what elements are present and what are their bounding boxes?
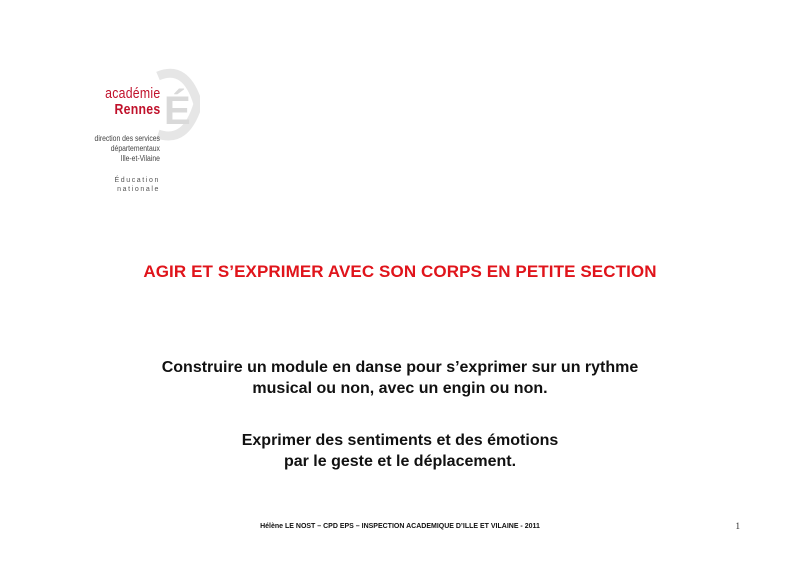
paragraph-line: Construire un module en danse pour s’exprimer sur un rythme bbox=[161, 359, 639, 376]
education-nationale bbox=[114, 176, 160, 194]
page-title: AGIR ET S’EXPRIMER AVEC SON CORPS EN PETITE SECTION bbox=[143, 262, 657, 281]
paragraph-emotions bbox=[60, 430, 740, 472]
paragraph-line: par le geste et le déplacement. bbox=[283, 453, 517, 470]
direction-services bbox=[95, 134, 160, 164]
svg-text:É: É bbox=[164, 89, 191, 133]
rennes-label: Rennes bbox=[114, 101, 160, 118]
academie-label: académie bbox=[104, 85, 160, 102]
dept-line-2: départementaux bbox=[110, 144, 160, 153]
paragraph-line: musical ou non, avec un engin ou non. bbox=[252, 380, 548, 397]
footer-credit: Hélène LE NOST – CPD EPS – INSPECTION ACADEMIQUE D’ILLE ET VILAINE - 2011 bbox=[260, 523, 540, 530]
edu-line-1: Éducation bbox=[114, 177, 160, 184]
paragraph-line: Exprimer des sentiments et des émotions bbox=[241, 432, 559, 449]
page-number: 1 bbox=[735, 521, 740, 531]
dept-line-3: Ille-et-Vilaine bbox=[120, 154, 160, 163]
dept-line-1: direction des services bbox=[94, 134, 160, 143]
academie-logo bbox=[60, 58, 200, 198]
paragraph-module bbox=[60, 357, 740, 399]
academie-name bbox=[105, 86, 160, 118]
edu-line-2: nationale bbox=[117, 186, 160, 193]
